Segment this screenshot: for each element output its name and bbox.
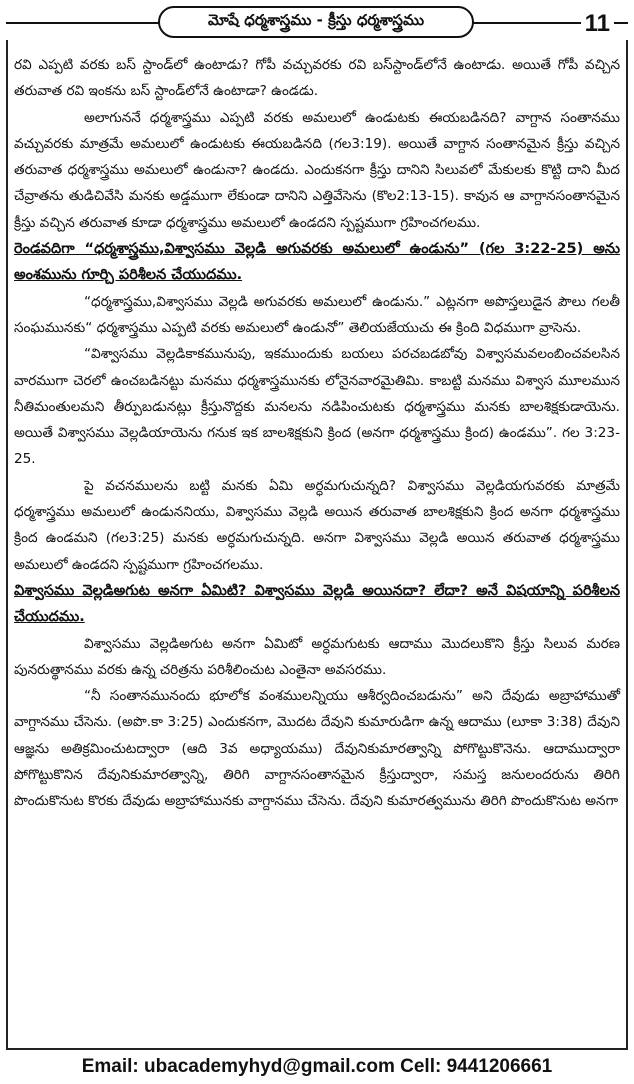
section-heading-1: రెండవదిగా “ధర్మశాస్త్రము,విశ్వాసము వెల్లడి అగువరకు అమలులో ఉండును” (గల 3:22-25) అను అంశమును గూర్చి పరిశీలన చేయుదము. [14, 241, 620, 284]
page-number: 11 [581, 10, 614, 38]
paragraph-4: “విశ్వాసము వెల్లడికాకమునుపు, ఇకముందుకు బయలు పరచబడబోవు విశ్వాసమవలంబించవలసిన వారముగా చెరలో ఉంచబడినట్టు మనము ధర్మశాస్త్రమునకు లోనైనవారమైతిమి. కాబట్టి మనము విశ్వాస మూలమున నీతిమంతులమని తీర్పుబడునట్లు క్రీస్తునొద్దకు మనలను నడిపించుటకు ధర్మశాస్త్రము మనకు బాలశిక్షకుడాయెను. అయితే విశ్వాసము వెల్లడియాయెను గనుక ఇక బాలశిక్షకుని క్రింద (అనగా ధర్మశాస్త్రము క్రింద) ఉండము”. గల 3:23-25. [14, 346, 620, 468]
section-heading-2: విశ్వాసము వెల్లడిఅగుట అనగా ఏమిటి? విశ్వాసము వెల్లడి అయినదా? లేదా? అనే విషయాన్ని పరిశీలన చేయుదము. [14, 582, 620, 626]
paragraph-6: విశ్వాసము వెల్లడిఅగుట అనగా ఏమిటో అర్ధమగుటకు ఆదాము మొదలుకొని క్రీస్తు సిలువ మరణ పునరుత్థానము వరకు ఉన్న చరిత్రను పరిశీలించుట ఎంతైనా అవసరము. [14, 635, 620, 678]
header-title: మోషే ధర్మశాస్త్రము - క్రీస్తు ధర్మశాస్త్రము [158, 6, 474, 38]
paragraph-2: అలాగుననే ధర్మశాస్త్రము ఎప్పటి వరకు అమలులో ఉండుటకు ఈయబడినది? వాగ్దాన సంతానము వచ్చువరకు మాత్రమే అమలులో ఉండుటకు ఈయబడినది (గల3:19). అయితే వాగ్దాన సంతానమైన క్రీస్తు వచ్చిన తరువాత ధర్మశాస్త్రము అమలులో ఉండునా? ఉండదు. ఎందుకనగా క్రీస్తు దానిని సిలువలో మేకులకు కొట్టి దాని మీద చేవ్రాతను తుడిచివేసి మనకు అడ్డముగా లేకుండా దానిని ఎత్తివేసెను (కొల2:13-15). కావున ఆ వాగ్దానసంతానమైన క్రీస్తు వచ్చిన తరువాత కూడా ధర్మశాస్త్రము అమలులో ఉండదని స్పష్టముగా గ్రహించగలము. [14, 109, 620, 231]
paragraph-1: రవి ఎప్పటి వరకు బస్ స్టాండ్‌లో ఉంటాడు? గోపీ వచ్చువరకు రవి బస్‌స్టాండ్‌లోనే ఉంటాడు. అయితే గోపీ వచ్చిన తరువాత రవి ఇంకను బస్ స్టాండ్‌లోనే ఉంటాడా? ఉండడు. [14, 57, 620, 100]
article-body [14, 52, 620, 815]
footer-contact: Email: ubacademyhyd@gmail.com Cell: 9441206661 [81, 1056, 553, 1077]
paragraph-7: “నీ సంతానమునందు భూలోక వంశములన్నియు ఆశీర్వదించబడును” అని దేవుడు అబ్రాహాముతో వాగ్దానము చేసెను. (అపొ.కా 3:25) ఎందుకనగా, మొదట దేవుని కుమారుడిగా ఉన్న ఆదాము (లూకా 3:38) దేవుని ఆజ్ఞను అతిక్రమించుటద్వారా (ఆది 3వ అధ్యాయము) దేవునికుమారత్వాన్ని పోగొట్టుకొనెను. ఆదాముద్వారా పోగొట్టుకొనిన దేవునికుమారత్వాన్ని, తిరిగి వాగ్దానసంతానమైన క్రీస్తుద్వారా, సమస్త జనులందరును తిరిగి పొందుకొనుట కొరకు దేవుడు అబ్రాహామునకు వాగ్దానము చేసెను. దేవుని కుమారత్వమును తిరిగి పొందుకొనుట అనగా [14, 688, 620, 810]
paragraph-3: “ధర్మశాస్త్రము,విశ్వాసము వెల్లడి అగువరకు అమలులో ఉండును.” ఎట్లనగా అపొస్తలుడైన పౌలు గలతీ సంఘమునకు“ ధర్మశాస్త్రము ఎప్పటి వరకు అమలులో ఉండునో” తెలియజేయుచు ఈ క్రింది విధముగా వ్రాసెను. [14, 293, 620, 336]
paragraph-5: పై వచనములను బట్టి మనకు ఏమి అర్ధమగుచున్నది? విశ్వాసము వెల్లడియగువరకు మాత్రమే ధర్మశాస్త్రము అమలులో ఉండుననియు, విశ్వాసము వెల్లడి అయిన తరువాత బాలశిక్షకుని క్రింద అనగా ధర్మశాస్త్రము క్రింద ఉండమని (గల3:25) మనకు అర్ధమగుచున్నది. అనగా విశ్వాసము వెల్లడి అయిన తరువాత ధర్మశాస్త్రము అమలులో ఉండదని స్పష్టముగా గ్రహించగలము. [14, 477, 620, 573]
